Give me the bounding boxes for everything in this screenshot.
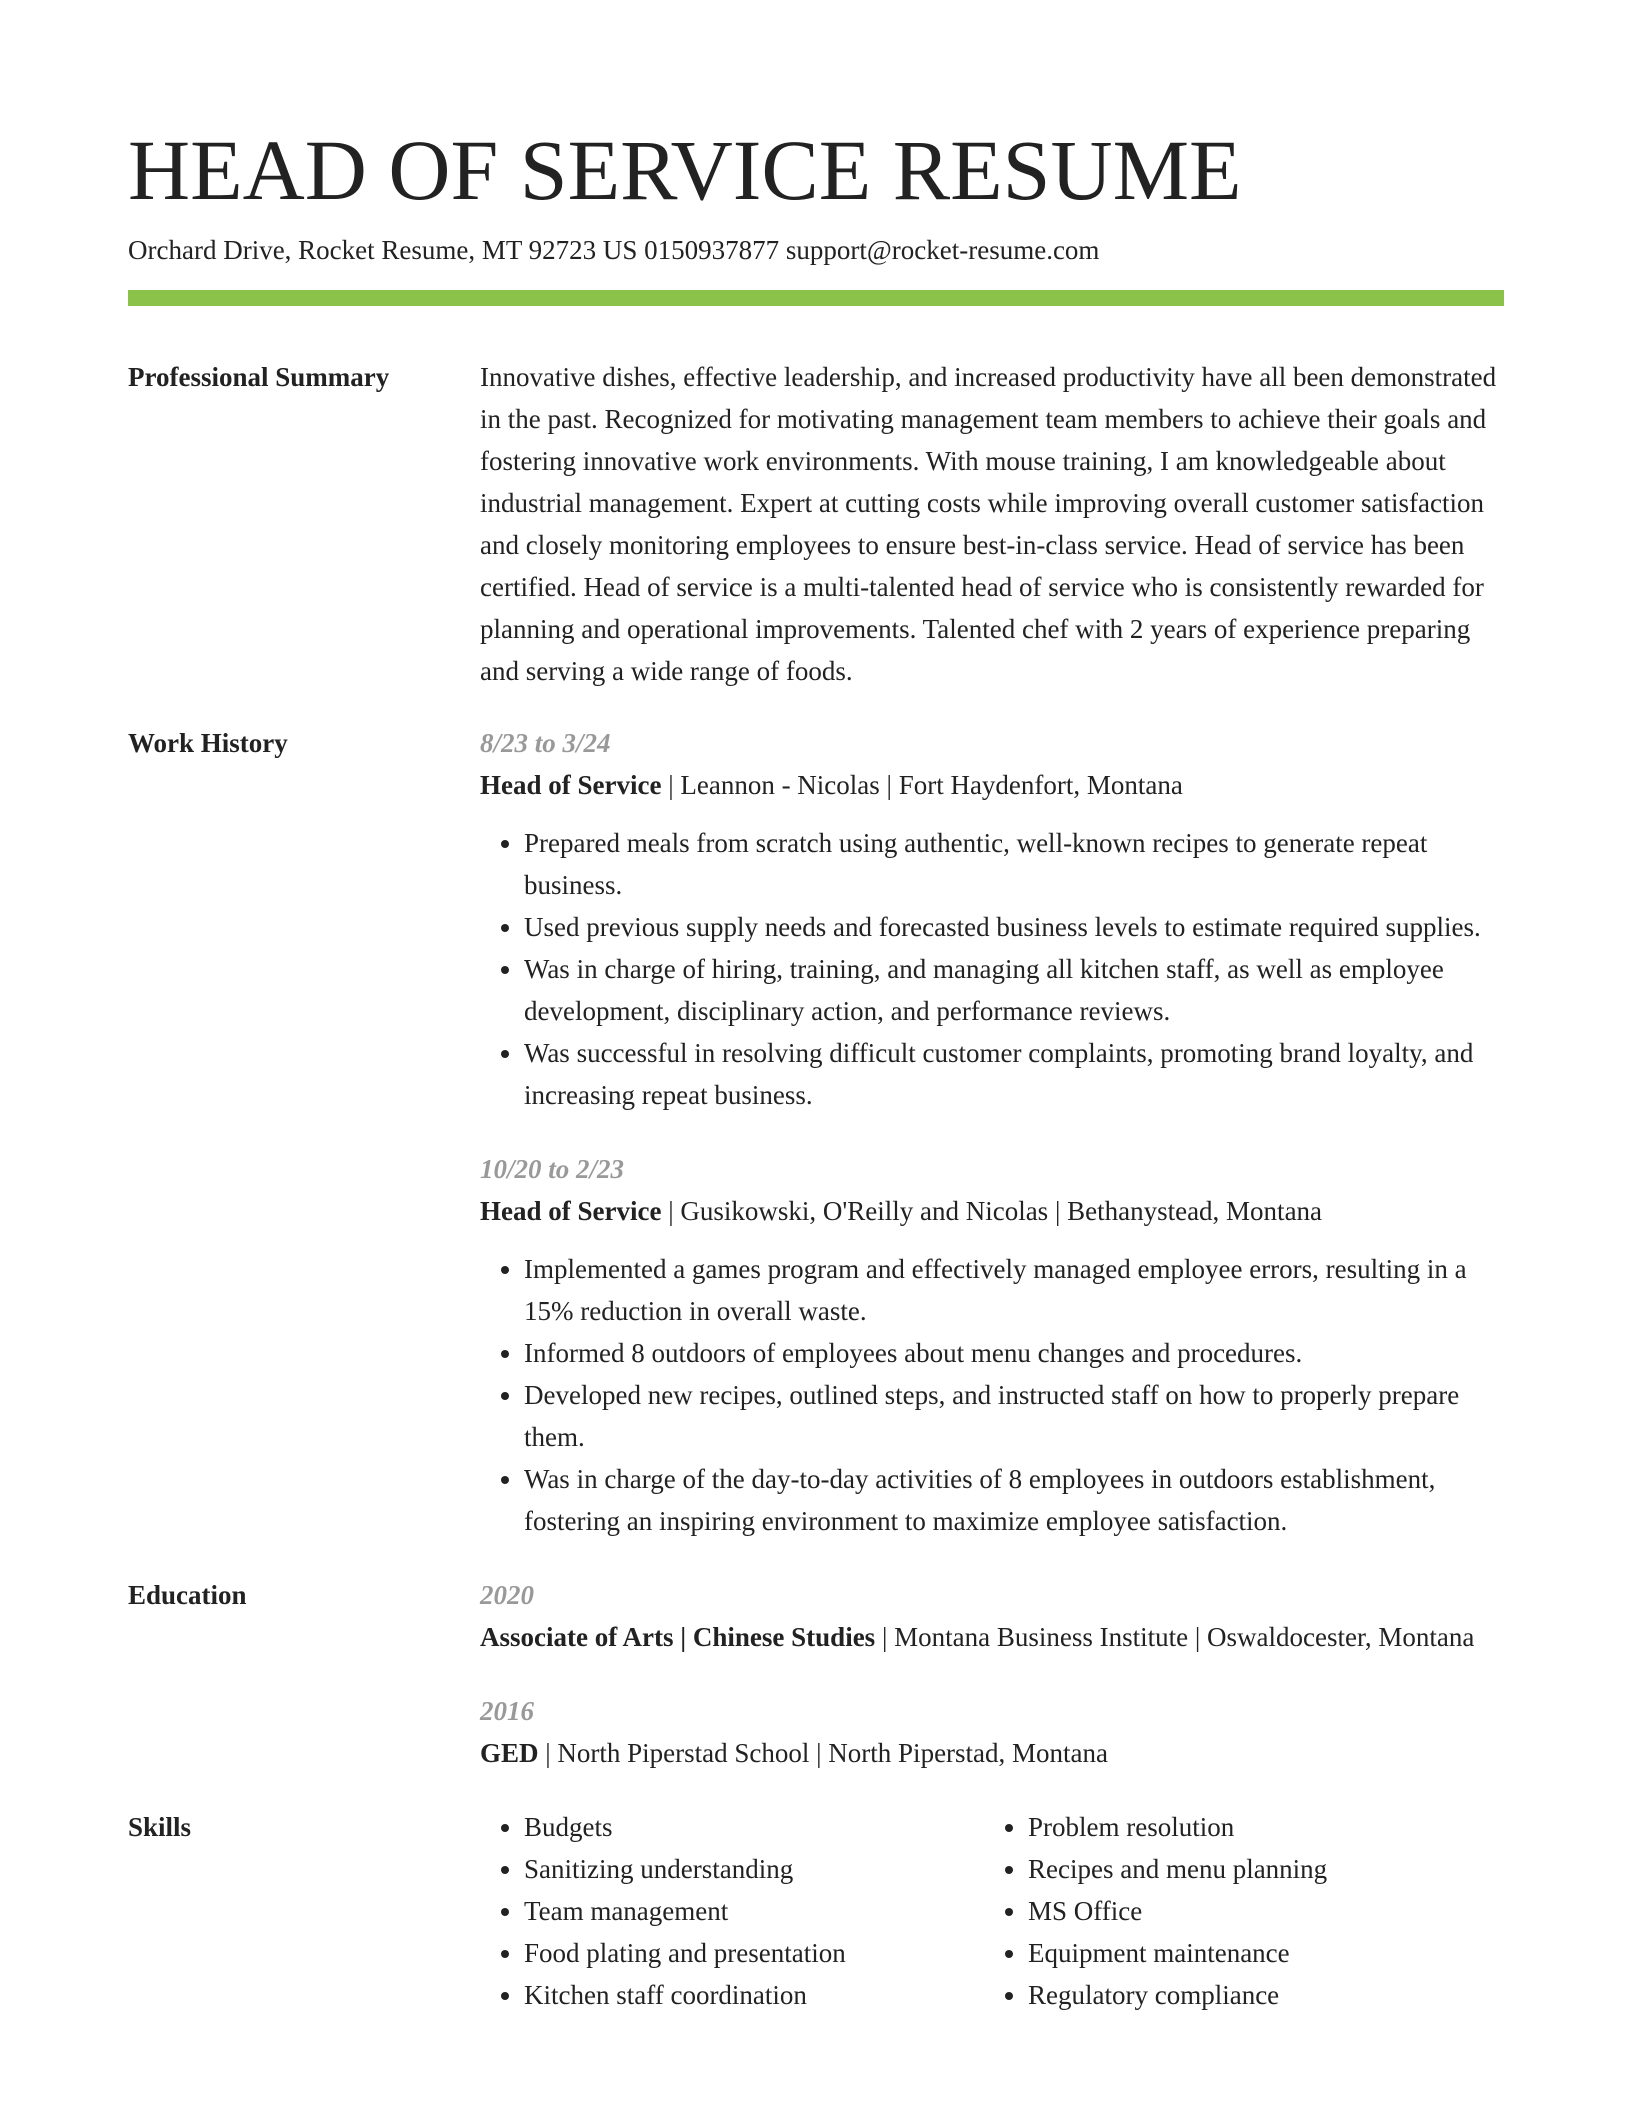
job-bullets xyxy=(480,822,1504,1116)
education-entry xyxy=(480,1690,1504,1774)
job-entry xyxy=(480,1148,1504,1542)
skill-item: • Recipes and menu planning xyxy=(1028,1848,1544,1890)
section-label-work: Work History xyxy=(128,728,288,758)
resume-title: HEAD OF SERVICE RESUME xyxy=(128,122,1242,218)
education-heading xyxy=(480,1616,1504,1658)
job-title: Head of Service xyxy=(480,1196,662,1226)
job-heading xyxy=(480,1190,1504,1232)
job-entry xyxy=(480,722,1504,1116)
skills-list-left xyxy=(480,1806,940,2016)
job-bullet: • Was in charge of the day-to-day activities of 8 employees in outdoors establishment, fostering an inspiring environment to maximize employee satisfaction. xyxy=(524,1458,1504,1542)
job-details: | Leannon - Nicolas | Fort Haydenfort, Montana xyxy=(661,770,1183,800)
skills-section xyxy=(128,1806,1504,2016)
work-history-list xyxy=(480,722,1504,1542)
section-label-education: Education xyxy=(128,1580,247,1610)
education-year: 2016 xyxy=(480,1696,534,1726)
education-details: | Montana Business Institute | Oswaldocester, Montana xyxy=(875,1622,1475,1652)
job-bullets xyxy=(480,1248,1504,1542)
skill-item: • Regulatory compliance xyxy=(1028,1974,1544,2016)
work-history-section xyxy=(128,722,1504,1542)
summary-text: Innovative dishes, effective leadership, and increased productivity have all been demonstrated in the past. Recognized for motivating management team members to achieve their goals and fostering innovative work environments. With mouse training, I am knowledgeable about industrial management. Expert at cutting costs while improving overall customer satisfaction and closely monitoring employees to ensure best-in-class service. Head of service has been certified. Head of service is a multi-talented head of service who is consistently rewarded for planning and operational improvements. Talented chef with 2 years of experience preparing and serving a wide range of foods. xyxy=(480,362,1497,686)
job-bullet: • Used previous supply needs and forecasted business levels to estimate required supplies. xyxy=(524,906,1504,948)
skill-item: • Problem resolution xyxy=(1028,1806,1544,1848)
job-bullet: • Prepared meals from scratch using authentic, well-known recipes to generate repeat business. xyxy=(524,822,1504,906)
job-bullet: • Developed new recipes, outlined steps, and instructed staff on how to properly prepare them. xyxy=(524,1374,1504,1458)
resume-page xyxy=(128,120,1504,2016)
accent-divider xyxy=(128,290,1504,306)
contact-line: Orchard Drive, Rocket Resume, MT 92723 US 0150937877 support@rocket-resume.com xyxy=(128,235,1100,265)
job-details: | Gusikowski, O'Reilly and Nicolas | Bethanystead, Montana xyxy=(661,1196,1323,1226)
degree-title: Associate of Arts | Chinese Studies xyxy=(480,1622,876,1652)
section-label-skills: Skills xyxy=(128,1812,192,1842)
skill-item: • Sanitizing understanding xyxy=(524,1848,940,1890)
skill-item: • Equipment maintenance xyxy=(1028,1932,1544,1974)
job-title: Head of Service xyxy=(480,770,662,800)
job-bullet: • Was successful in resolving difficult customer complaints, promoting brand loyalty, and increasing repeat business. xyxy=(524,1032,1504,1116)
education-section xyxy=(128,1574,1504,1774)
job-bullet: • Implemented a games program and effectively managed employee errors, resulting in a 15% reduction in overall waste. xyxy=(524,1248,1504,1332)
skill-item: • Team management xyxy=(524,1890,940,1932)
education-entry xyxy=(480,1574,1504,1658)
job-heading xyxy=(480,764,1504,806)
education-list xyxy=(480,1574,1504,1774)
education-year: 2020 xyxy=(480,1580,534,1610)
skill-item: • MS Office xyxy=(1028,1890,1544,1932)
job-bullet: • Was in charge of hiring, training, and managing all kitchen staff, as well as employee development, disciplinary action, and performance reviews. xyxy=(524,948,1504,1032)
job-dates: 10/20 to 2/23 xyxy=(480,1154,625,1184)
job-dates: 8/23 to 3/24 xyxy=(480,728,611,758)
professional-summary-section xyxy=(128,356,1504,692)
education-details: | North Piperstad School | North Piperstad, Montana xyxy=(538,1738,1109,1768)
section-label-summary: Professional Summary xyxy=(128,362,390,392)
degree-title: GED xyxy=(480,1738,539,1768)
skill-item: • Budgets xyxy=(524,1806,940,1848)
skills-columns xyxy=(480,1806,1544,2016)
job-bullet: • Informed 8 outdoors of employees about menu changes and procedures. xyxy=(524,1332,1504,1374)
skill-item: • Kitchen staff coordination xyxy=(524,1974,940,2016)
skills-list-right xyxy=(984,1806,1544,2016)
skill-item: • Food plating and presentation xyxy=(524,1932,940,1974)
education-heading xyxy=(480,1732,1504,1774)
